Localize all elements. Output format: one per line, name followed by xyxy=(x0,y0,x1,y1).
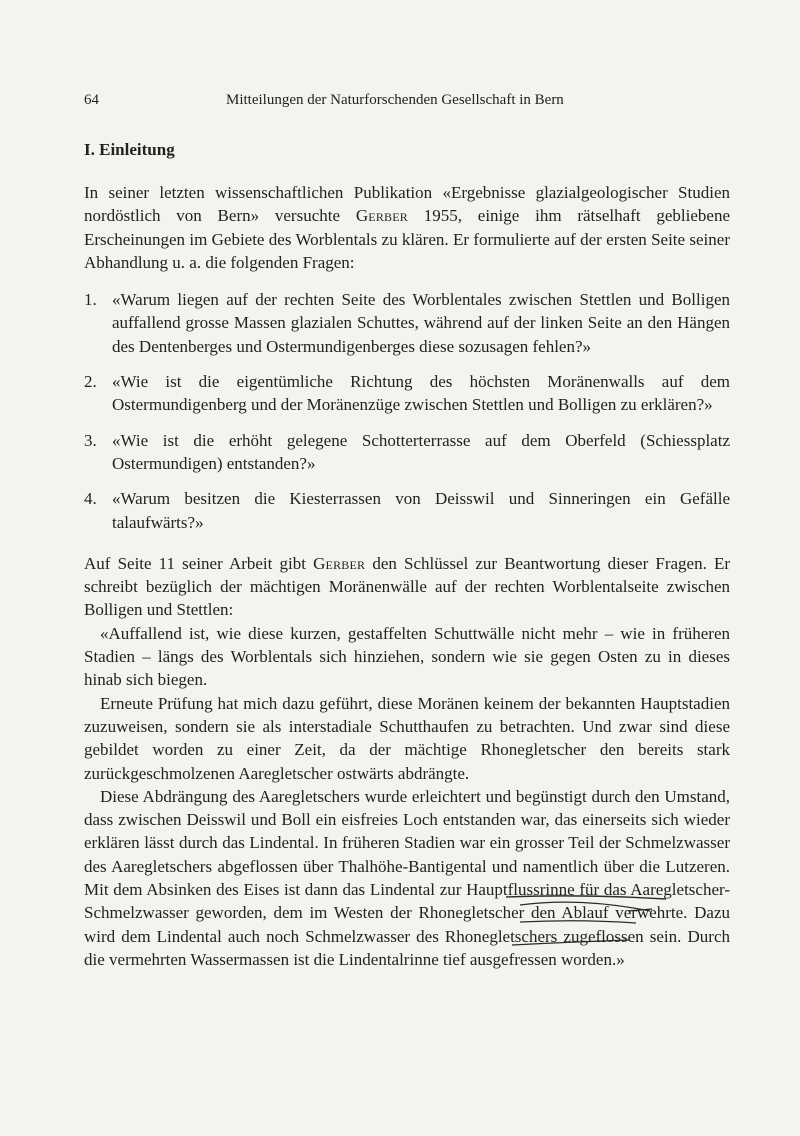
paragraph-text-end: den Schlüssel zur Beantwortung dieser Fragen. Er schreibt bezüglich der mächtigen Moränenwälle auf der rechten Worblentalseite zwischen Bolligen und Stettlen: xyxy=(84,553,730,620)
intro-text-start: In seiner letzten wissenschaftlichen Publikation «Ergebnisse glazialgeologischer Studien nordöstlich von Bern» versuchte xyxy=(84,183,730,226)
quote-paragraph-3: Diese Abdrängung des Aaregletschers wurde erleichtert und begünstigt durch den Umstand, dass zwischen Deisswil und Boll ein eisfreies Loch entstanden war, das einerseits sich wieder erklären lässt durch das Lindental. In früheren Stadien war ein grosser Teil der Schmelzwasser des Aaregletschers abgeflossen über Thalhöhe-Bantigental und namentlich über die Lutzeren. Mit dem Absinken des Eises ist dann das Lindental zur Hauptflussrinne für das Aaregletscher-Schmelzwasser geworden, dem im Westen der Rhonegletscher den Ablauf verwehrte. Dazu wird dem Lindental auch noch Schmelzwasser des Rhonegletschers zugeflossen sein. Durch die vermehrten Wassermassen ist die Lindentalrinne tief ausgefressen worden.» xyxy=(84,786,730,969)
intro-paragraph xyxy=(84,181,730,274)
paragraph-text-start: Auf Seite 11 seiner Arbeit gibt xyxy=(84,553,314,573)
question-list xyxy=(84,288,730,534)
body-text xyxy=(84,181,730,971)
question-text: «Wie ist die erhöht gelegene Schotterterrasse auf dem Oberfeld (Schiessplatz Ostermundigen) entstanden?» xyxy=(112,430,730,473)
intro-text-end: 1955, einige ihm rätselhaft gebliebene Erscheinungen im Gebiete des Worblentals zu klären. Er formulierte auf der ersten Seite seiner Abhandlung u. a. die folgenden Fragen: xyxy=(84,206,730,272)
question-number: 3. xyxy=(84,430,97,450)
quote-paragraph-1: «Auffallend ist, wie diese kurzen, gestaffelten Schuttwälle nicht mehr – wie in früheren Stadien – längs des Worblentals sich hinziehen, sondern wie sie gegen Osten zu in dieses hinab sich biegen. xyxy=(84,623,730,690)
question-item xyxy=(84,429,730,476)
page-number: 64 xyxy=(84,92,99,108)
question-text: «Warum besitzen die Kiesterrassen von Deisswil und Sinneringen ein Gefälle talaufwärts?» xyxy=(112,489,730,532)
author-name: Gerber xyxy=(355,206,408,226)
question-number: 2. xyxy=(84,372,97,392)
paragraph-gerber xyxy=(84,552,730,622)
question-number: 1. xyxy=(84,290,97,310)
question-number: 4. xyxy=(84,489,97,509)
section-title: I. Einleitung xyxy=(84,140,175,159)
author-name: Gerber xyxy=(313,553,366,573)
question-text: «Wie ist die eigentümliche Richtung des höchsten Moränenwalls auf dem Ostermundigenberg und der Moränenzüge zwischen Stettlen und Bolligen zu erklären?» xyxy=(112,372,730,415)
quote-paragraph-2: Erneute Prüfung hat mich dazu geführt, diese Moränen keinem der bekannten Hauptstadien zuzuweisen, sondern sie als interstadiale Schutthaufen zu betrachten. Und zwar sind diese gebildet worden zu einer Zeit, da der mächtige Rhonegletscher den bereits stark zurückgeschmolzenen Aaregletscher ostwärts abdrängte. xyxy=(84,693,730,783)
question-item xyxy=(84,487,730,534)
question-text: «Warum liegen auf der rechten Seite des Worblentales zwischen Stettlen und Bolligen auffallend grosse Massen glazialen Schuttes, während auf der linken Seite an den Hängen des Dentenberges und Ostermundigenberges diese sozusagen fehlen?» xyxy=(112,290,730,356)
question-item xyxy=(84,288,730,358)
running-title: Mitteilungen der Naturforschenden Gesellschaft in Bern xyxy=(226,92,564,108)
question-item xyxy=(84,370,730,417)
